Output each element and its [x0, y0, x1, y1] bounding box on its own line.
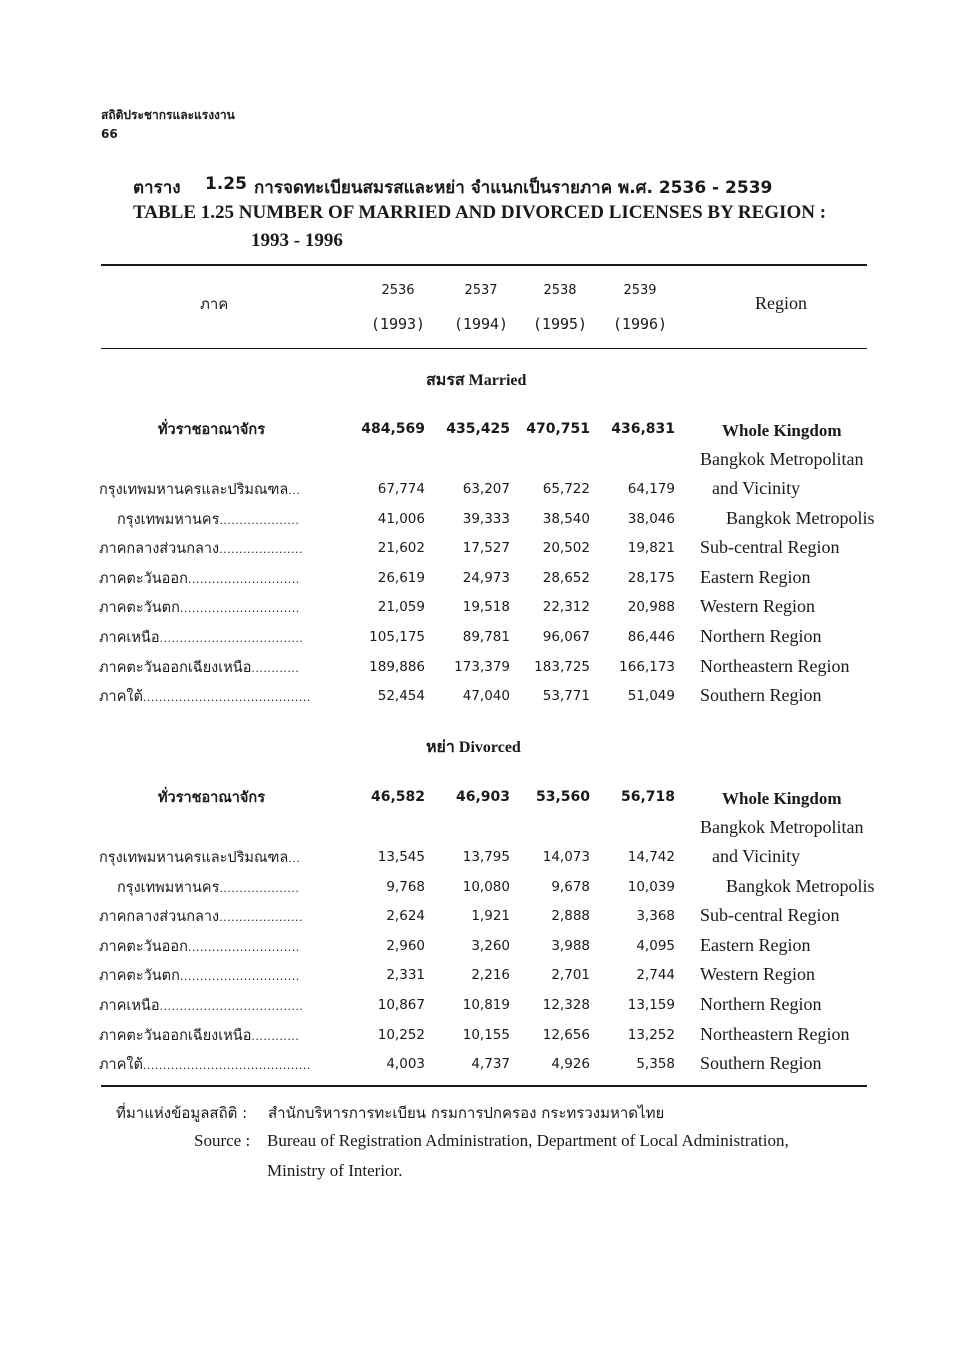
region-label-en-line1: Bangkok Metropolitan — [700, 817, 864, 837]
cell-value: 17,527 — [462, 540, 510, 557]
leader-dots: ............ — [251, 1029, 300, 1043]
region-name-th: ภาคกลางส่วนกลาง — [99, 541, 220, 558]
leader-dots: ............ — [251, 661, 300, 675]
cell-value: 52,454 — [377, 688, 425, 705]
header-year-ce: (1995) — [532, 315, 588, 333]
cell-value: 10,819 — [462, 997, 510, 1013]
cell-value: 13,252 — [627, 1026, 675, 1043]
cell-value: 51,049 — [627, 688, 675, 705]
region-name-th: ภาคใต้ — [99, 689, 143, 706]
region-label-th — [99, 478, 300, 501]
region-label-en: Sub-central Region — [700, 905, 840, 926]
source-en-line1: Bureau of Registration Administration, Department of Local Administration, — [267, 1131, 789, 1150]
cell-value: 9,768 — [386, 878, 425, 895]
cell-value: 3,368 — [636, 908, 675, 925]
region-label-th — [99, 846, 300, 869]
region-label-en: Northeastern Region — [700, 1023, 850, 1044]
cell-value: 13,159 — [627, 997, 675, 1013]
cell-value: 10,039 — [627, 878, 675, 895]
region-label-th — [99, 905, 303, 928]
running-header-title: สถิติประชากรและแรงงาน — [101, 108, 235, 122]
region-label-th — [99, 935, 300, 958]
region-label-en: Western Region — [700, 964, 816, 985]
leader-dots: ..................... — [219, 543, 304, 557]
cell-value: 2,888 — [551, 908, 590, 925]
cell-value: 3,988 — [551, 937, 590, 954]
region-label-th — [117, 508, 299, 531]
cell-value: 5,358 — [636, 1056, 675, 1073]
header-bottom-rule — [101, 348, 867, 349]
leader-dots: .......................................... — [142, 691, 311, 705]
leader-dots: .................................... — [159, 1000, 304, 1013]
cell-value: 9,678 — [551, 878, 590, 895]
cell-value: 2,624 — [386, 908, 425, 925]
title-th-text: การจดทะเบียนสมรสและหย่า จำแนกเป็นรายภาค พ.ศ. 2536 - 2539 — [254, 178, 773, 198]
region-label-th — [99, 537, 303, 560]
region-label-th — [99, 964, 300, 987]
region-label-en: Bangkok Metropolis — [726, 875, 875, 896]
cell-value: 53,771 — [542, 688, 590, 705]
total-value: 53,560 — [535, 789, 590, 805]
region-name-th: กรุงเทพมหานครและปริมณฑล — [99, 850, 289, 866]
leader-dots: .................... — [219, 513, 300, 527]
table-top-rule — [101, 264, 867, 266]
cell-value: 2,216 — [471, 967, 510, 984]
region-label-th — [99, 626, 303, 649]
total-label-th: ทั่วราชอาณาจักร — [158, 790, 265, 806]
leader-dots: ..................... — [219, 911, 304, 925]
cell-value: 2,331 — [386, 967, 425, 984]
cell-value: 2,960 — [386, 937, 425, 954]
region-name-th: ภาคเหนือ — [99, 998, 160, 1014]
region-label-en: Northern Region — [700, 626, 822, 646]
leader-dots: ... — [288, 852, 301, 865]
section-label: หย่า Divorced — [426, 739, 521, 756]
table-bottom-rule — [101, 1085, 867, 1087]
region-name-th: ภาคตะวันออก — [99, 570, 188, 587]
header-year-be: 2539 — [623, 283, 657, 298]
cell-value: 41,006 — [377, 510, 425, 527]
region-name-th: กรุงเทพมหานคร — [117, 879, 220, 896]
cell-value: 96,067 — [542, 629, 590, 645]
region-label-en: Northern Region — [700, 994, 822, 1014]
region-label-th — [99, 994, 303, 1017]
cell-value: 4,003 — [386, 1056, 425, 1073]
total-label-en: Whole Kingdom — [722, 789, 842, 808]
cell-value: 22,312 — [542, 599, 590, 616]
cell-value: 38,046 — [627, 510, 675, 527]
cell-value: 14,742 — [627, 849, 675, 865]
region-label-th — [99, 685, 311, 708]
source-th-label: ที่มาแห่งข้อมูลสถิติ : — [116, 1104, 248, 1122]
cell-value: 4,095 — [636, 937, 675, 954]
source-en-line2: Ministry of Interior. — [267, 1161, 403, 1180]
leader-dots: .............................. — [179, 970, 300, 984]
region-name-th: ภาคตะวันออก — [99, 938, 188, 955]
header-year-ce: (1994) — [453, 315, 509, 333]
cell-value: 13,545 — [377, 849, 425, 865]
total-label-th: ทั่วราชอาณาจักร — [158, 422, 265, 438]
total-value: 436,831 — [611, 421, 675, 437]
cell-value: 4,926 — [551, 1056, 590, 1073]
region-label-th — [117, 876, 299, 899]
title-en-line2: 1993 - 1996 — [251, 230, 343, 251]
header-year-be: 2536 — [381, 283, 415, 298]
header-region-en: Region — [755, 293, 807, 313]
cell-value: 173,379 — [454, 658, 510, 675]
title-th-prefix: ตาราง — [133, 178, 181, 198]
leader-dots: .................................... — [159, 632, 304, 645]
cell-value: 10,155 — [462, 1026, 510, 1043]
cell-value: 63,207 — [462, 481, 510, 497]
leader-dots: .............................. — [179, 602, 300, 616]
title-th-number: 1.25 — [205, 174, 247, 194]
cell-value: 65,722 — [542, 481, 590, 497]
total-label-en: Whole Kingdom — [722, 421, 842, 440]
cell-value: 21,602 — [377, 540, 425, 557]
cell-value: 64,179 — [627, 481, 675, 497]
cell-value: 21,059 — [377, 599, 425, 616]
total-value: 484,569 — [361, 421, 425, 437]
region-label-th — [99, 1024, 299, 1047]
total-value: 56,718 — [620, 789, 675, 805]
source-en-label: Source : — [194, 1131, 251, 1150]
region-name-th: กรุงเทพมหานคร — [117, 511, 220, 528]
cell-value: 19,518 — [462, 599, 510, 616]
cell-value: 183,725 — [534, 658, 590, 675]
cell-value: 28,652 — [542, 569, 590, 586]
leader-dots: .................... — [219, 881, 300, 895]
cell-value: 20,502 — [542, 540, 590, 557]
cell-value: 10,252 — [377, 1026, 425, 1043]
region-label-en: Southern Region — [700, 685, 822, 706]
leader-dots: .......................................... — [142, 1059, 311, 1073]
cell-value: 47,040 — [462, 688, 510, 705]
cell-value: 24,973 — [462, 569, 510, 586]
region-label-th — [99, 656, 299, 679]
leader-dots: ............................ — [187, 940, 300, 954]
region-name-th: ภาคใต้ — [99, 1057, 143, 1074]
region-label-th — [99, 567, 300, 590]
region-name-th: ภาคเหนือ — [99, 630, 160, 646]
region-label-en-line2: and Vicinity — [712, 478, 801, 498]
cell-value: 10,867 — [377, 997, 425, 1013]
header-year-ce: (1996) — [612, 315, 668, 333]
cell-value: 38,540 — [542, 510, 590, 527]
region-label-en-line1: Bangkok Metropolitan — [700, 449, 864, 469]
region-label-en: Sub-central Region — [700, 537, 840, 558]
cell-value: 189,886 — [369, 658, 425, 675]
cell-value: 28,175 — [627, 569, 675, 586]
header-year-be: 2537 — [464, 283, 498, 298]
title-en-line1: TABLE 1.25 NUMBER OF MARRIED AND DIVORCED LICENSES BY REGION : — [133, 202, 827, 223]
page-number: 66 — [101, 127, 118, 141]
header-year-be: 2538 — [543, 283, 577, 298]
cell-value: 20,988 — [627, 599, 675, 616]
leader-dots: ............................ — [187, 572, 300, 586]
cell-value: 2,744 — [636, 967, 675, 984]
cell-value: 10,080 — [462, 878, 510, 895]
region-name-th: ภาคตะวันตก — [99, 968, 180, 985]
cell-value: 19,821 — [627, 540, 675, 557]
region-label-en: Western Region — [700, 596, 816, 617]
region-name-th: กรุงเทพมหานครและปริมณฑล — [99, 482, 289, 498]
cell-value: 67,774 — [377, 481, 425, 497]
header-year-ce: (1993) — [370, 315, 426, 333]
cell-value: 2,701 — [551, 967, 590, 984]
region-label-en: Eastern Region — [700, 566, 811, 587]
header-region-th: ภาค — [200, 295, 229, 313]
total-value: 46,903 — [455, 789, 510, 805]
region-name-th: ภาคตะวันตก — [99, 600, 180, 617]
cell-value: 105,175 — [369, 629, 425, 645]
cell-value: 14,073 — [542, 849, 590, 865]
region-label-en: Southern Region — [700, 1053, 822, 1074]
region-label-en-line2: and Vicinity — [712, 846, 801, 866]
cell-value: 12,328 — [542, 997, 590, 1013]
cell-value: 89,781 — [462, 629, 510, 645]
cell-value: 1,921 — [471, 908, 510, 925]
cell-value: 12,656 — [542, 1026, 590, 1043]
cell-value: 13,795 — [462, 849, 510, 865]
total-value: 46,582 — [370, 789, 425, 805]
region-name-th: ภาคกลางส่วนกลาง — [99, 909, 220, 926]
region-label-en: Northeastern Region — [700, 655, 850, 676]
cell-value: 166,173 — [619, 658, 675, 675]
cell-value: 86,446 — [627, 629, 675, 645]
region-label-en: Bangkok Metropolis — [726, 507, 875, 528]
cell-value: 4,737 — [471, 1056, 510, 1073]
region-label-th — [99, 596, 300, 619]
total-value: 435,425 — [446, 421, 510, 437]
total-value: 470,751 — [526, 421, 590, 437]
source-th-text: สำนักบริหารการทะเบียน กรมการปกครอง กระทรวงมหาดไทย — [268, 1104, 665, 1122]
leader-dots: ... — [288, 484, 301, 497]
region-label-en: Eastern Region — [700, 934, 811, 955]
region-name-th: ภาคตะวันออกเฉียงเหนือ — [99, 659, 252, 676]
cell-value: 3,260 — [471, 937, 510, 954]
region-name-th: ภาคตะวันออกเฉียงเหนือ — [99, 1027, 252, 1044]
cell-value: 26,619 — [377, 569, 425, 586]
section-label: สมรส Married — [426, 372, 527, 389]
cell-value: 39,333 — [462, 510, 510, 527]
region-label-th — [99, 1053, 311, 1076]
